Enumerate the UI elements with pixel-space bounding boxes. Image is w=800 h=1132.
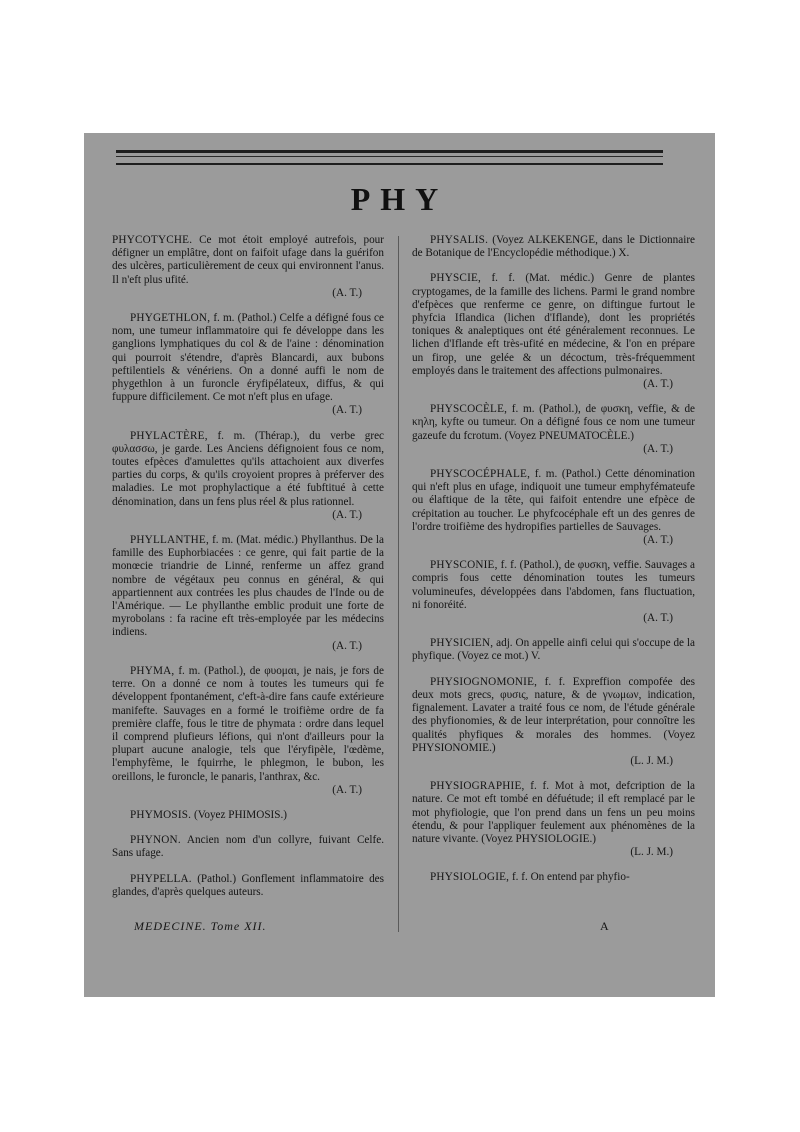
signature-mark: A [600, 919, 609, 933]
entry-attribution: (A. T.) [332, 508, 362, 521]
entry-headword: PHYGETHLON, [130, 312, 211, 325]
entry-body: f. f. Expreffion compofée des deux mots grecs, φυσις, nature, & de γνωμων, indication, fignalement. Lavater a traité fous ce nom, de l'étude générale des phyfionomies, & de leur interprétation, pour connoître les qualités phyfiques & morales des hommes. (Voyez PHYSIONOMIE.) [412, 675, 695, 754]
entry-headword: PHYSCONIE, [430, 559, 498, 572]
dictionary-entry [112, 809, 384, 822]
entry-body: f. m. (Pathol.), de φυομαι, je nais, je fors de terre. On a donné ce nom à toutes les tumeurs qui fe développent fpontanément, c'eft-à-dire fans caufe extérieure manifefte. Sauvages en a formé le troifième ordre de fa première claffe, fous le titre de phymata : ordre dans lequel il comprend plufieurs léfions, qui n'ont d'ailleurs pour la plupart aucune analogie, tels que l'éryfipèle, l'œdème, l'emphyfème, le fquirrhe, le phlegmon, le bubon, les oreillons, le furoncle, le panaris, l'anthrax, &c. [112, 664, 384, 783]
entry-headword: PHYCOTYCHE. [112, 234, 193, 246]
dictionary-entry [112, 665, 384, 797]
dictionary-entry [112, 234, 384, 300]
entry-body: f. f. (Mat. médic.) Genre de plantes cryptogames, de la famille des lichens. Parmi le grand nombre d'efpèces que renferme ce genre, on diftingue furtout le phyfcia Iflandica (lichen d'Iflande), dont les propriétés toniques & analeptiques ont été généralement reconnues. Le lichen d'Iflande eft très-ufité en médecine, & l'on en prépare un firop, une gelée & un décoctum, très-fréquemment employés dans le traitement des affections pulmonaires. [412, 272, 695, 377]
scanned-page [84, 133, 715, 997]
entry-headword: PHYSIOGRAPHIE, [430, 780, 525, 793]
entry-body: f. m. (Pathol.) Celfe a défigné fous ce nom, une tumeur inflammatoire qui fe développe dans les ganglions lymphatiques du col & de l'aine : dénomination qui pourroit s'étendre, d'après Blancardi, aux bubons peftilentiels & vénériens. On a donné auffi le nom de phygethlon à un furoncle éryfipélateux, diffus, & qui fuppure difficilement. Ce mot n'eft plus en ufage. [112, 312, 384, 404]
dictionary-entry [412, 676, 695, 768]
entry-body: (Voyez PHIMOSIS.) [193, 808, 288, 821]
entry-attribution: (A. T.) [643, 534, 673, 547]
entry-headword: PHYSICIEN, [430, 637, 494, 650]
entry-attribution: (A. T.) [643, 442, 673, 455]
entry-attribution: (A. T.) [332, 286, 362, 299]
entry-attribution: (L. J. M.) [630, 754, 673, 767]
entry-headword: PHYMA, [130, 664, 175, 677]
entry-body: Ce mot étoit employé autrefois, pour défigner un emplâtre, dont on faifoit ufage dans la guérifon des ulcères, particulièrement de ceux qui environnent l'anus. Il n'eft plus ufité. [112, 234, 385, 286]
left-column [112, 234, 384, 911]
entry-body: f. m. (Thérap.), du verbe grec φυλασσω, je garde. Les Anciens défignoient fous ce nom, toutes efpèces d'amulettes qu'ils attachoient aux diverfes parties du corps, & qu'ils croyoient propres à préferver des maladies. Le mot prophylactique a été fubftitué à cette dénomination, dans un fens plus réel & plus rationnel. [112, 429, 385, 508]
dictionary-entry [112, 312, 384, 418]
dictionary-entry [112, 430, 384, 522]
entry-attribution: (L. J. M.) [630, 846, 673, 859]
right-column [412, 234, 695, 897]
entry-headword: PHYPELLA. [130, 872, 192, 885]
entry-attribution: (A. T.) [643, 378, 673, 391]
entry-headword: PHYSCIE, [430, 272, 482, 285]
entry-attribution: (A. T.) [332, 783, 362, 796]
entry-headword: PHYSIOLOGIE, [430, 871, 510, 884]
dictionary-entry [412, 272, 695, 391]
entry-headword: PHYLACTÈRE, [130, 429, 208, 442]
entry-headword: PHYSCOCÉPHALE, [430, 468, 531, 481]
dictionary-entry [112, 873, 384, 899]
entry-body: (Voyez ALKEKENGE, dans le Dictionnaire de Botanique de l'Encyclopédie méthodique.) X. [412, 234, 696, 260]
entry-attribution: (A. T.) [332, 404, 362, 417]
top-double-rule [116, 150, 663, 165]
entry-headword: PHYSALIS. [430, 234, 489, 246]
entry-body: f. m. (Mat. médic.) Phyllanthus. De la famille des Euphorbiacées : ce genre, qui fait partie de la monœcie triandrie de Linné, renferme un affez grand nombre de végétaux peu connus en général, & qui appartiennent aux contrées les plus chaudes de l'Inde ou de l'Amérique. — Le phyllanthe emblic produit une forte de myrobolans : fa racine eft très-employée par les médecins indiens. [112, 534, 384, 639]
entry-body: Ancien nom d'un collyre, fuivant Celfe. Sans ufage. [112, 834, 384, 860]
entry-headword: PHYNON. [130, 834, 181, 847]
entry-body: f. f. Mot à mot, defcription de la nature. Ce mot eft tombé en défuétude; il eft remplacé par le mot phyfiologie, que l'on prend dans un fens un peu moins étendu, & pour l'appliquer feulement aux phénomènes de la nature vivante. (Voyez PHYSIOLOGIE.) [412, 780, 696, 845]
dictionary-entry [112, 534, 384, 653]
entry-body: f. m. (Pathol.) Cette dénomination qui n'eft plus en ufage, indiquoit une tumeur emphyfémateufe ou élaftique de la tête, qui faifoit entendre une efpèce de crépitation au toucher. Le phyfcocéphale eft un des genres de l'ordre troifième des hydropifies partielles de Sauvages. [412, 468, 696, 533]
entry-body: adj. On appelle ainfi celui qui s'occupe de la phyfique. (Voyez ce mot.) V. [412, 637, 695, 663]
entry-attribution: (A. T.) [332, 639, 362, 652]
entry-body: (Pathol.) Gonflement inflammatoire des glandes, d'après quelques auteurs. [112, 872, 385, 898]
dictionary-entry [412, 637, 695, 663]
signature-line: MEDECINE. Tome XII. [134, 919, 267, 933]
entry-body: f. f. (Pathol.), de φυσκη, veffie. Sauvages a compris fous cette dénomination toutes les tumeurs volumineufes, développées dans l'abdomen, fans fluctuation, ni fonoréité. [412, 559, 696, 611]
entry-attribution: (A. T.) [643, 612, 673, 625]
entry-headword: PHYSIOGNOMONIE, [430, 675, 538, 688]
dictionary-entry [412, 468, 695, 547]
running-head: PHY [350, 181, 449, 217]
dictionary-entry [412, 234, 695, 260]
dictionary-entry [412, 871, 695, 884]
dictionary-entry [412, 780, 695, 859]
column-divider [398, 236, 399, 932]
entry-body: f. f. On entend par phyfio- [511, 871, 630, 884]
entry-headword: PHYMOSIS. [130, 808, 192, 821]
dictionary-entry [412, 559, 695, 625]
entry-headword: PHYLLANTHE, [130, 534, 209, 547]
entry-body: f. m. (Pathol.), de φυσκη, veffie, & de κηλη, kyfte ou tumeur. On a défigné fous ce nom une tumeur gazeufe du fcrotum. (Voyez PNEUMATOCÈLE.) [412, 403, 696, 442]
dictionary-entry [112, 834, 384, 860]
dictionary-entry [412, 403, 695, 456]
entry-headword: PHYSCOCÈLE, [430, 403, 508, 416]
